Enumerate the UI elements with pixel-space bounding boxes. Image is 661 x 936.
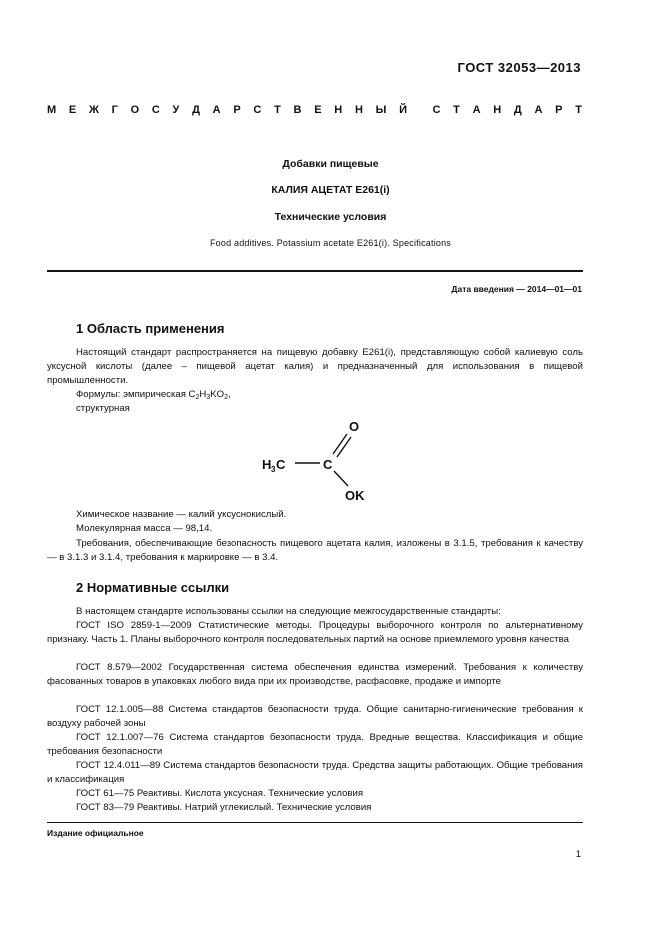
bond-c-ok [334, 471, 348, 486]
methyl-carbon: C [276, 457, 286, 472]
reference-item [47, 787, 583, 801]
title-subtitle: Технические условия [274, 211, 387, 223]
banner-letter: А [212, 104, 221, 116]
carboxyl-carbon: C [323, 457, 333, 472]
methyl-subscript: 3 [271, 465, 276, 474]
banner-letter: Н [354, 104, 363, 116]
introduction-date: Дата введения — 2014—01—01 [451, 284, 582, 294]
banner-letter: С [253, 104, 262, 116]
structural-formula-diagram [255, 414, 395, 506]
methyl-label: H [262, 457, 272, 472]
reference-text: ГОСТ 12.4.011—89 Система стандартов безопасности труда. Средства защиты работающих. Общие требования и классификация [47, 760, 583, 785]
formula-structural-label: структурная [76, 403, 130, 414]
banner-letter: Р [555, 104, 563, 116]
banner-letter: Д [513, 104, 522, 116]
molecular-mass: Молекулярная масса — 98,14. [76, 523, 213, 534]
banner-letter: В [293, 104, 302, 116]
double-bond-a [333, 434, 347, 454]
double-bond-b [337, 437, 351, 457]
edition-label: Издание официальное [47, 828, 144, 838]
page-number: 1 [575, 849, 581, 860]
banner-letter: М [47, 104, 57, 116]
banner-letter: У [172, 104, 180, 116]
banner-letter: С [432, 104, 441, 116]
reference-text: ГОСТ 8.579—2002 Государственная система обеспечения единства измерений. Требования к количеству фасованных товаров в упаковках любого вида при их производстве, расфасовке, продаже и импорте [47, 662, 583, 687]
title-english: Food additives. Potassium acetate E261(i). Specifications [209, 238, 452, 248]
banner-letter: Ы [375, 104, 387, 116]
banner-letter: Е [314, 104, 322, 116]
banner-letter: А [472, 104, 481, 116]
reference-item [47, 731, 583, 759]
footer-divider [47, 822, 583, 823]
carbonyl-oxygen: O [349, 419, 360, 434]
banner-letter: Н [334, 104, 343, 116]
requirements-text: Требования, обеспечивающие безопасность пищевого ацетата калия, изложены в 3.1.5, требования к качеству — в 3.1.3 и 3.1.4, требования к маркировке — в 3.4. [47, 538, 583, 563]
reference-item [47, 661, 583, 689]
reference-text: ГОСТ 12.1.005—88 Система стандартов безопасности труда. Общие санитарно-гигиенические требования к воздуху рабочей зоны [47, 704, 583, 729]
reference-text: ГОСТ 61—75 Реактивы. Кислота уксусная. Технические условия [76, 788, 364, 799]
reference-item [47, 801, 583, 815]
banner-letter: Г [111, 104, 118, 116]
formula-part: , [228, 389, 231, 400]
banner-letter: Т [274, 104, 281, 116]
potassium-oxide-group: OK [345, 488, 365, 503]
section-2-heading: 2 Нормативные ссылки [76, 580, 230, 595]
formula-label: Формулы: эмпирическая C [76, 389, 196, 400]
banner-letter: Р [233, 104, 241, 116]
document-number: ГОСТ 32053—2013 [457, 60, 581, 75]
section-2-intro: В настоящем стандарте использованы ссылки на следующие межгосударственные стандарты: [76, 606, 501, 617]
banner-letter: Т [575, 104, 582, 116]
banner-letter: Й [399, 104, 408, 116]
formula-part: KO [210, 389, 225, 400]
title-group: Добавки пищевые [282, 158, 379, 170]
reference-item [47, 619, 583, 647]
reference-item [47, 703, 583, 731]
formula-empirical [76, 388, 231, 402]
formula-sub: 2 [195, 394, 200, 401]
reference-text: ГОСТ ISO 2859-1—2009 Статистические методы. Процедуры выборочного контроля по альтернативному признаку. Часть 1. Планы выборочного контроля последовательных партий на основе приемлемого уровня качества [47, 620, 583, 645]
banner-letter: Н [493, 104, 502, 116]
banner-letter: Т [453, 104, 460, 116]
formula-part: H [199, 389, 207, 400]
banner-letter: Е [68, 104, 77, 116]
banner-letter: Д [192, 104, 200, 116]
banner-letter: О [130, 104, 140, 116]
title-main: КАЛИЯ АЦЕТАТ Е261(i) [271, 184, 390, 196]
formula-sub: 2 [224, 394, 229, 401]
section-1-paragraph [47, 346, 583, 388]
banner-letter: Ж [88, 104, 99, 116]
reference-text: ГОСТ 12.1.007—76 Система стандартов безопасности труда. Вредные вещества. Классификация и общие требования безопасности [47, 732, 583, 757]
banner-letter: С [151, 104, 160, 116]
standard-type-banner [47, 104, 582, 116]
section-1-text: Настоящий стандарт распространяется на пищевую добавку Е261(i), представляющую собой калиевую соль уксусной кислоты (далее – пищевой ацетат калия) и предназначенный для использования в пищевой промышленности. [47, 347, 583, 386]
reference-item [47, 759, 583, 787]
reference-text: ГОСТ 83—79 Реактивы. Натрий углекислый. Технические условия [76, 802, 372, 813]
requirements-paragraph [47, 537, 583, 565]
banner-letter: А [534, 104, 543, 116]
formula-sub: 3 [206, 394, 211, 401]
section-1-heading: 1 Область применения [76, 321, 225, 336]
chemical-name: Химическое название — калий уксуснокислый. [76, 509, 287, 520]
header-divider [47, 270, 583, 272]
